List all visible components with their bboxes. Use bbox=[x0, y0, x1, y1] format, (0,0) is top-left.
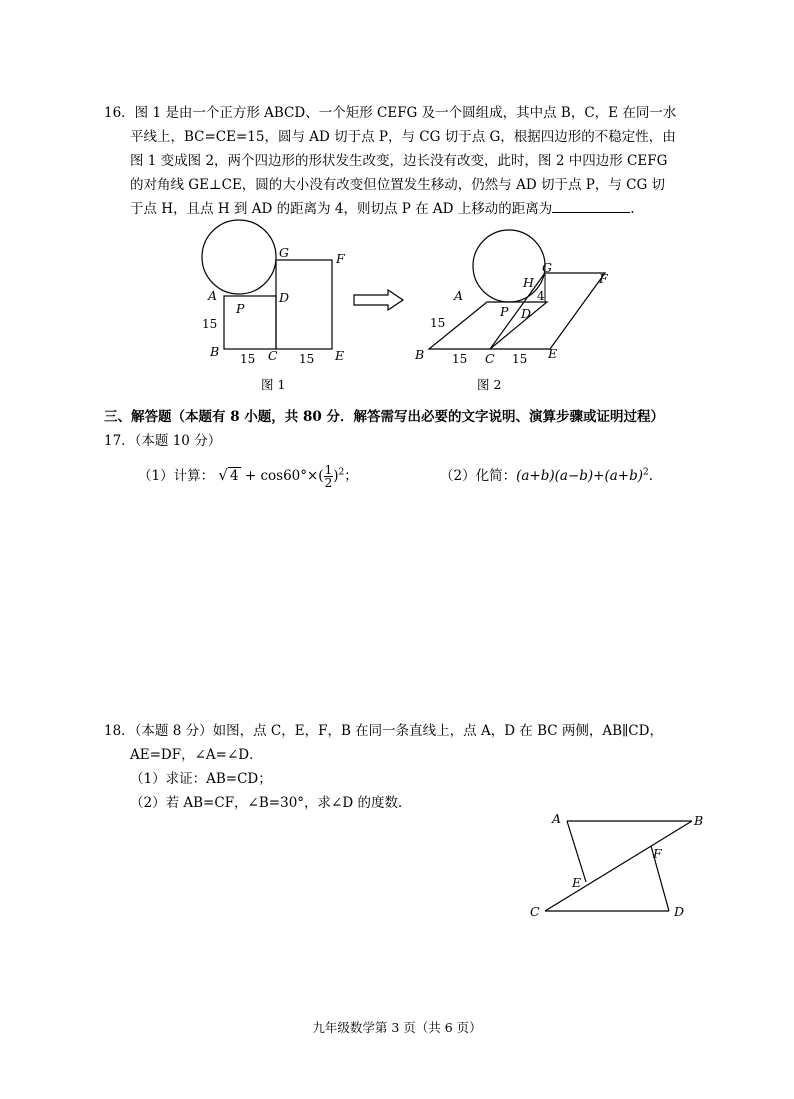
fig2-label-a: A bbox=[454, 288, 464, 303]
fig1-label-p: P bbox=[236, 301, 245, 316]
fig1-label-c: C bbox=[268, 348, 278, 363]
page-footer: 九年级数学第 3 页（共 6 页） bbox=[312, 1020, 482, 1035]
q18-label-a: A bbox=[552, 811, 562, 826]
fig2-label-p: P bbox=[500, 304, 509, 319]
fig2-circle bbox=[473, 230, 545, 302]
question-16 bbox=[104, 101, 716, 221]
q18-label-c: C bbox=[530, 904, 540, 919]
q18-sub-2: （2）若 AB=CF，∠B=30°，求∠D 的度数． bbox=[130, 795, 412, 811]
q17-part-2 bbox=[440, 464, 653, 484]
fig2-caption: 图 2 bbox=[477, 377, 502, 392]
fig2-label-e: E bbox=[548, 346, 558, 361]
q16-line-3: 图 1 变成图 2，两个四边形的形状发生改变，边长没有改变，此时，图 2 中四边形 CEFG bbox=[130, 153, 668, 169]
sqrt-icon: √ bbox=[218, 466, 228, 484]
q17-p1-end: ) bbox=[333, 468, 339, 484]
q18-segment-cb bbox=[545, 821, 692, 911]
q17-p1-radicand: 4 bbox=[229, 468, 239, 484]
q18-line-1: 18．（本题 8 分）如图，点 C，E，F，B 在同一条直线上，点 A，D 在 BC 两侧，AB∥CD， bbox=[104, 723, 663, 739]
q16-line-1: 16．图 1 是由一个正方形 ABCD、一个矩形 CEFG 及一个圆组成，其中点 B，C，E 在同一水 bbox=[104, 105, 677, 121]
q18-label-f: F bbox=[653, 846, 662, 861]
section-3-heading: 三、解答题（本题有 8 小题，共 80 分．解答需写出必要的文字说明、演算步骤或证明过程） bbox=[104, 409, 664, 425]
fig1-caption: 图 1 bbox=[261, 377, 286, 392]
figure-1 bbox=[195, 215, 365, 395]
fig1-label-a: A bbox=[208, 288, 218, 303]
fig2-label-h: H bbox=[523, 275, 534, 290]
q17-p2-tail: . bbox=[648, 468, 654, 484]
q17-p1-frac-den: 2 bbox=[324, 476, 333, 490]
fig2-label-b: B bbox=[415, 347, 425, 362]
question-18 bbox=[104, 719, 716, 815]
answer-blank[interactable] bbox=[552, 198, 630, 213]
q16-line-5-text: 于点 H，且点 H 到 AD 的距离为 4，则切点 P 在 AD 上移动的距离为 bbox=[130, 201, 553, 217]
fig1-label-b: B bbox=[210, 344, 220, 359]
fig2-distance-label: 4 bbox=[537, 289, 545, 303]
q17-part-1 bbox=[138, 464, 358, 489]
q17-p2-exp: 2 bbox=[643, 467, 649, 478]
q16-line-4: 的对角线 GE⊥CE，圆的大小没有改变但位置发生移动，仍然与 AD 切于点 P，与 CG 切 bbox=[130, 177, 666, 193]
q17-p1-frac-num: 1 bbox=[324, 463, 333, 477]
fig1-label-d: D bbox=[279, 290, 290, 305]
q17-p1-exp: 2 bbox=[338, 467, 345, 478]
q18-label-d: D bbox=[674, 904, 685, 919]
fig2-side-ab: 15 bbox=[430, 316, 446, 330]
figure-2 bbox=[410, 225, 620, 395]
q18-label-e: E bbox=[572, 875, 582, 890]
q17-p1-prefix: （1）计算： bbox=[138, 468, 215, 484]
q17-p2-prefix: （2）化简： bbox=[440, 468, 517, 484]
q18-segment-ae bbox=[567, 821, 586, 882]
fig1-side-ab: 15 bbox=[202, 317, 218, 331]
q17-p1-fraction bbox=[324, 464, 334, 489]
q18-line-2: AE=DF，∠A=∠D． bbox=[130, 747, 263, 763]
fig2-label-f: F bbox=[599, 271, 608, 286]
q16-end-mark: . bbox=[630, 201, 635, 217]
fig1-label-g: G bbox=[279, 245, 289, 260]
fig2-label-d: D bbox=[521, 306, 532, 321]
q18-label-b: B bbox=[694, 813, 704, 828]
figure-q18 bbox=[520, 805, 720, 925]
transition-arrow-icon bbox=[352, 288, 406, 312]
fig1-label-f: F bbox=[336, 251, 345, 266]
q16-line-2: 平线上，BC=CE=15，圆与 AD 切于点 P，与 CG 切于点 G，根据四边形的不稳定性，由 bbox=[130, 129, 676, 145]
fig2-label-g: G bbox=[542, 260, 552, 275]
fig2-side-ce: 15 bbox=[512, 352, 528, 366]
fig1-side-bc: 15 bbox=[240, 352, 256, 366]
q17-p2-expr: (a+b)(a−b)+(a+b) bbox=[516, 468, 644, 484]
q18-sub-1: （1）求证：AB=CD； bbox=[130, 771, 272, 787]
fig1-label-e: E bbox=[335, 348, 345, 363]
q17-title: 17．（本题 10 分） bbox=[104, 433, 222, 449]
q17-p1-tail: ； bbox=[344, 468, 358, 484]
fig2-side-bc: 15 bbox=[452, 352, 468, 366]
fig1-square-abcd bbox=[224, 296, 276, 349]
fig2-label-c: C bbox=[485, 351, 495, 366]
fig1-side-ce: 15 bbox=[299, 352, 315, 366]
fig1-circle bbox=[202, 220, 276, 294]
q17-p1-mid: + cos60°×( bbox=[244, 468, 324, 484]
